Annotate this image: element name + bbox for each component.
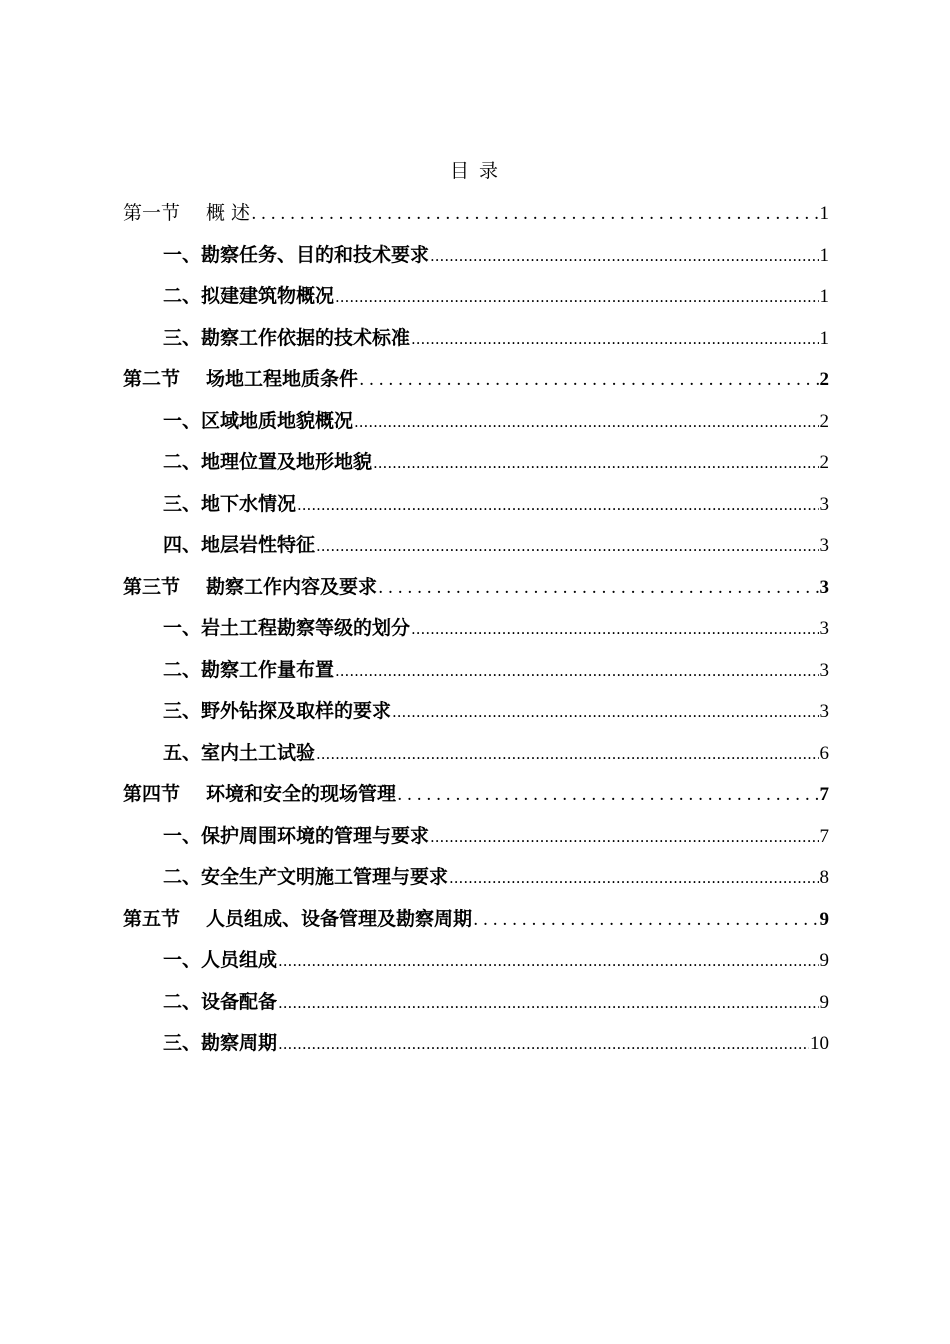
toc-dot-leader xyxy=(473,905,818,935)
toc-dot-leader xyxy=(397,780,818,810)
toc-entry-label: 三、勘察工作依据的技术标准 xyxy=(163,326,411,349)
toc-subsection-entry[interactable] xyxy=(163,696,829,726)
toc-section-number: 第一节 xyxy=(123,202,181,224)
toc-entry-label: 三、野外钻探及取样的要求 xyxy=(163,700,392,722)
toc-page-number: 2 xyxy=(819,452,829,473)
toc-entry-label: 二、设备配备 xyxy=(163,990,278,1013)
toc-section-title: 勘察工作内容及要求 xyxy=(206,575,378,598)
toc-section-number: 第二节 xyxy=(123,368,181,390)
toc-entry-label xyxy=(123,779,396,809)
toc-section-title: 概 述 xyxy=(206,202,251,224)
toc-page-number: 6 xyxy=(819,742,829,764)
toc-section-entry[interactable] xyxy=(123,364,829,394)
toc-dot-leader xyxy=(335,656,818,686)
toc-dot-leader xyxy=(335,282,818,312)
toc-page-number: 3 xyxy=(819,701,829,722)
toc-entry-label xyxy=(123,364,358,394)
toc-dot-leader xyxy=(354,407,818,437)
toc-subsection-entry[interactable] xyxy=(163,821,829,851)
toc-page-number: 9 xyxy=(819,908,829,930)
toc-entry-label xyxy=(123,904,472,934)
toc-subsection-entry[interactable] xyxy=(163,447,829,477)
toc-section-entry[interactable] xyxy=(123,572,829,602)
toc-subsection-entry[interactable] xyxy=(163,489,829,519)
toc-dot-leader xyxy=(430,241,818,271)
toc-page-number: 7 xyxy=(819,784,829,805)
toc-section-entry[interactable] xyxy=(123,198,829,228)
toc-subsection-entry[interactable] xyxy=(163,862,829,892)
toc-section-title: 环境和安全的现场管理 xyxy=(206,783,397,805)
toc-page-number: 1 xyxy=(819,203,829,224)
toc-section-number: 第五节 xyxy=(123,907,181,930)
toc-title: 目 录 xyxy=(449,160,501,182)
toc-dot-leader xyxy=(392,697,818,727)
toc-page-number: 3 xyxy=(819,493,829,515)
toc-entry-label: 三、地下水情况 xyxy=(163,492,297,515)
toc-subsection-entry[interactable] xyxy=(163,281,829,311)
toc-subsection-entry[interactable] xyxy=(163,655,829,685)
toc-entry-label: 二、安全生产文明施工管理与要求 xyxy=(163,866,449,888)
toc-dot-leader xyxy=(316,531,818,561)
toc-dot-leader xyxy=(316,739,818,769)
toc-subsection-entry[interactable] xyxy=(163,738,829,768)
toc-subsection-entry[interactable] xyxy=(163,406,829,436)
toc-entry-label: 一、岩土工程勘察等级的划分 xyxy=(163,617,411,639)
toc-page-number: 10 xyxy=(810,1033,829,1054)
toc-subsection-entry[interactable] xyxy=(163,613,829,643)
toc-page-number: 9 xyxy=(819,991,829,1013)
toc-section-entry[interactable] xyxy=(123,779,829,809)
toc-page-number: 8 xyxy=(819,867,829,888)
toc-page-number: 2 xyxy=(819,369,829,390)
toc-page-number: 1 xyxy=(819,327,829,349)
toc-entry-label: 一、人员组成 xyxy=(163,949,278,971)
toc-section-title: 场地工程地质条件 xyxy=(206,368,359,390)
toc-dot-leader xyxy=(278,946,818,976)
toc-dot-leader xyxy=(411,324,818,354)
toc-entry-label: 二、拟建建筑物概况 xyxy=(163,285,335,307)
toc-subsection-entry[interactable] xyxy=(163,1028,829,1058)
toc-section-title: 人员组成、设备管理及勘察周期 xyxy=(206,907,473,930)
toc-entry-label: 四、地层岩性特征 xyxy=(163,534,316,556)
toc-entry-label xyxy=(123,572,377,602)
toc-page-number: 9 xyxy=(819,950,829,971)
toc-entry-label: 二、勘察工作量布置 xyxy=(163,658,335,681)
toc-page-number: 3 xyxy=(819,535,829,556)
toc-subsection-entry[interactable] xyxy=(163,240,829,270)
toc-subsection-entry[interactable] xyxy=(163,945,829,975)
toc-subsection-entry[interactable] xyxy=(163,323,829,353)
toc-dot-leader xyxy=(297,490,818,520)
toc-section-entry[interactable] xyxy=(123,904,829,934)
toc-entry-label xyxy=(123,198,250,228)
toc-subsection-entry[interactable] xyxy=(163,987,829,1017)
toc-entry-label: 三、勘察周期 xyxy=(163,1032,278,1054)
toc-dot-leader xyxy=(278,1029,809,1059)
toc-dot-leader xyxy=(378,573,818,603)
toc-subsection-entry[interactable] xyxy=(163,530,829,560)
toc-page-number: 1 xyxy=(819,286,829,307)
toc-entry-label: 二、地理位置及地形地貌 xyxy=(163,451,373,473)
toc-page-number: 7 xyxy=(819,825,829,847)
toc-entry-label: 一、保护周围环境的管理与要求 xyxy=(163,824,430,847)
toc-page-number: 3 xyxy=(819,659,829,681)
toc-entry-label: 五、室内土工试验 xyxy=(163,741,316,764)
toc-dot-leader xyxy=(373,448,818,478)
toc-dot-leader xyxy=(430,822,818,852)
toc-page-number: 3 xyxy=(819,576,829,598)
toc-dot-leader xyxy=(449,863,818,893)
toc-dot-leader xyxy=(411,614,818,644)
toc-section-number: 第三节 xyxy=(123,575,181,598)
toc-page-number: 1 xyxy=(819,244,829,266)
toc-dot-leader xyxy=(359,365,818,395)
toc-dot-leader xyxy=(278,988,818,1018)
toc-section-number: 第四节 xyxy=(123,783,181,805)
toc-page-number: 3 xyxy=(819,618,829,639)
toc-page-number: 2 xyxy=(819,410,829,432)
toc-entry-label: 一、区域地质地貌概况 xyxy=(163,409,354,432)
toc-dot-leader xyxy=(251,199,818,229)
toc-entry-label: 一、勘察任务、目的和技术要求 xyxy=(163,243,430,266)
